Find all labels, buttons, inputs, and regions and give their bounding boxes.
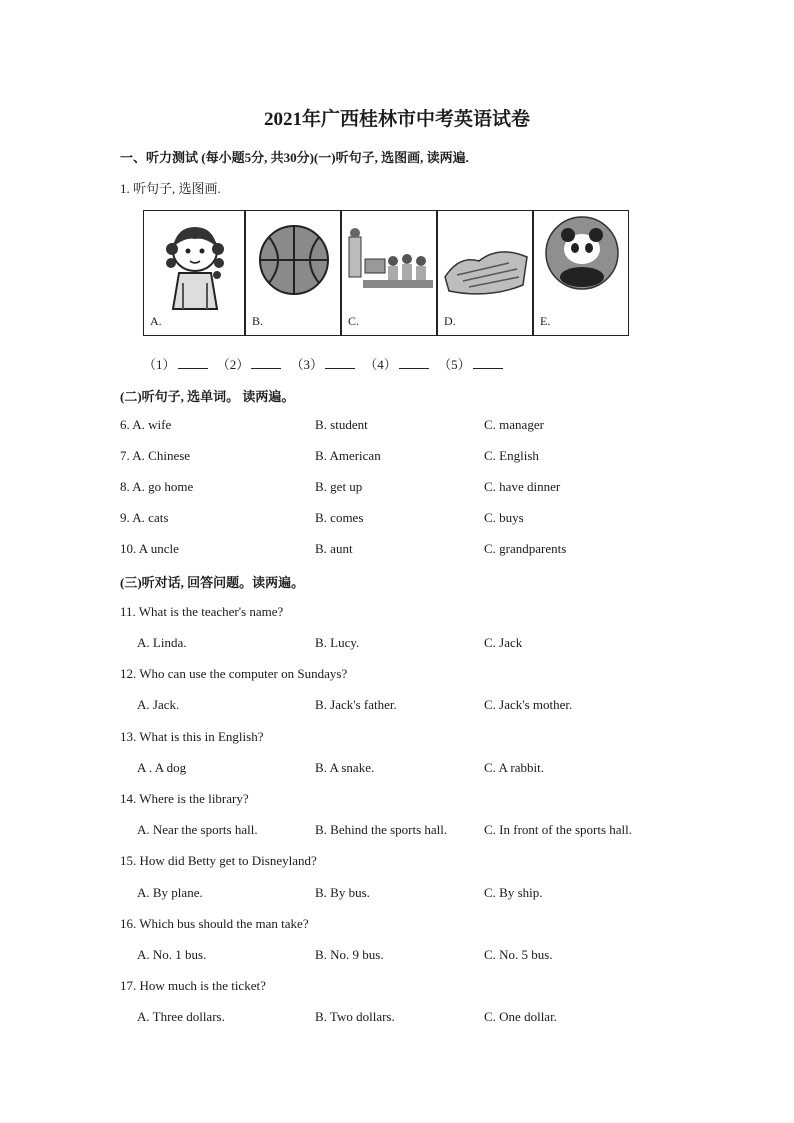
picture-b bbox=[245, 210, 341, 336]
option-c: C. By ship. bbox=[484, 885, 543, 900]
question-text: 12. Who can use the computer on Sundays? bbox=[120, 666, 348, 681]
option-a: 7. A. Chinese bbox=[120, 448, 191, 463]
option-c: C. manager bbox=[484, 417, 544, 432]
blank-label: （1） bbox=[143, 357, 176, 372]
picture-label: E. bbox=[540, 314, 551, 328]
picture-strip bbox=[143, 210, 629, 336]
option-b: B. get up bbox=[315, 479, 363, 494]
answer-blanks bbox=[143, 354, 509, 373]
picture-label: B. bbox=[252, 314, 264, 328]
option-b: B. A snake. bbox=[315, 760, 375, 775]
option-b: B. By bus. bbox=[315, 885, 370, 900]
option-c: C. grandparents bbox=[484, 541, 567, 556]
option-b: B. No. 9 bus. bbox=[315, 947, 384, 962]
option-a: 6. A. wife bbox=[120, 417, 172, 432]
option-a: A. Near the sports hall. bbox=[137, 822, 258, 837]
option-c: C. Jack bbox=[484, 635, 523, 650]
blank-label: （3） bbox=[290, 357, 324, 372]
option-a: A . A dog bbox=[137, 760, 187, 775]
picture-label: C. bbox=[348, 314, 360, 328]
option-a: 10. A uncle bbox=[120, 541, 179, 556]
basketball-icon bbox=[247, 215, 341, 315]
question-1: 1. 听句子, 选图画. bbox=[120, 181, 221, 196]
section3-heading: (三)听对话, 回答问题。读两遍。 bbox=[120, 575, 305, 590]
option-b: B. Lucy. bbox=[315, 635, 360, 650]
question-text: 11. What is the teacher's name? bbox=[120, 604, 284, 619]
question-text: 13. What is this in English? bbox=[120, 729, 264, 744]
option-a: A. Linda. bbox=[137, 635, 187, 650]
option-b: B. Behind the sports hall. bbox=[315, 822, 448, 837]
option-b: B. student bbox=[315, 417, 368, 432]
picture-label: A. bbox=[150, 314, 162, 328]
option-a: 8. A. go home bbox=[120, 479, 194, 494]
question-text: 15. How did Betty get to Disneyland? bbox=[120, 853, 317, 868]
option-b: B. Two dollars. bbox=[315, 1009, 395, 1024]
girl-cartoon-icon bbox=[145, 213, 245, 313]
blank-label: （4） bbox=[364, 357, 397, 372]
section1-heading: 一、听力测试 (每小题5分, 共30分)(一)听句子, 选图画, 读两遍. bbox=[120, 150, 469, 165]
option-c: C. English bbox=[484, 448, 539, 463]
page-title: 2021年广西桂林市中考英语试卷 bbox=[263, 109, 530, 130]
option-a: 9. A. cats bbox=[120, 510, 169, 525]
question-text: 14. Where is the library? bbox=[120, 791, 249, 806]
option-a: A. By plane. bbox=[137, 885, 203, 900]
answer-blank[interactable] bbox=[251, 356, 281, 369]
question-text: 16. Which bus should the man take? bbox=[120, 916, 309, 931]
hand-drawing-icon bbox=[439, 215, 533, 315]
picture-c bbox=[341, 210, 437, 336]
option-c: C. buys bbox=[484, 510, 524, 525]
option-b: B. comes bbox=[315, 510, 364, 525]
option-a: A. Jack. bbox=[137, 697, 180, 712]
option-c: C. Jack's mother. bbox=[484, 697, 573, 712]
blank-label: （2） bbox=[216, 357, 250, 372]
option-a: A. Three dollars. bbox=[137, 1009, 225, 1024]
option-b: B. aunt bbox=[315, 541, 353, 556]
option-c: C. No. 5 bus. bbox=[484, 947, 553, 962]
picture-a bbox=[143, 210, 245, 336]
section2-heading: (二)听句子, 选单词。 读两遍。 bbox=[120, 389, 295, 404]
option-c: C. A rabbit. bbox=[484, 760, 544, 775]
option-b: B. Jack's father. bbox=[315, 697, 397, 712]
answer-blank[interactable] bbox=[178, 356, 208, 369]
option-b: B. American bbox=[315, 448, 381, 463]
option-c: C. In front of the sports hall. bbox=[484, 822, 633, 837]
option-a: A. No. 1 bus. bbox=[137, 947, 207, 962]
answer-blank[interactable] bbox=[325, 356, 355, 369]
panda-icon bbox=[535, 211, 629, 311]
picture-e bbox=[533, 210, 629, 336]
answer-blank[interactable] bbox=[399, 356, 429, 369]
blank-label: （5） bbox=[438, 357, 471, 372]
question-text: 17. How much is the ticket? bbox=[120, 978, 266, 993]
picture-d bbox=[437, 210, 533, 336]
answer-blank[interactable] bbox=[473, 356, 503, 369]
students-classroom-icon bbox=[343, 215, 437, 315]
option-c: C. have dinner bbox=[484, 479, 561, 494]
option-c: C. One dollar. bbox=[484, 1009, 557, 1024]
picture-label: D. bbox=[444, 314, 456, 328]
